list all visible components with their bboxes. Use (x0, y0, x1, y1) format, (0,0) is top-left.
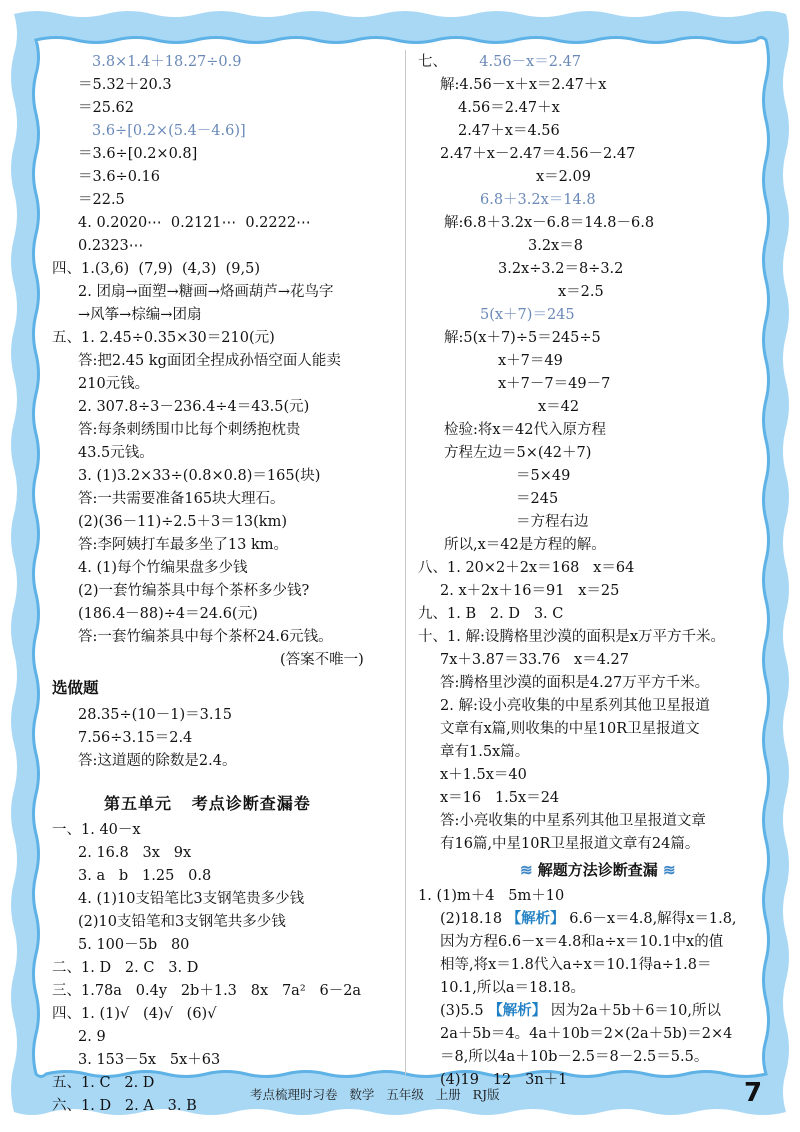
left-line: 3.6÷[0.2×(5.4－4.6)] (92, 123, 246, 139)
right-line: 7x＋3.87＝33.76 x＝4.27 (440, 652, 629, 668)
right-line: 解:5(x＋7)÷5＝245÷5 (444, 330, 601, 346)
left-line: (答案不唯一) (280, 652, 364, 668)
right-line: x＋7－7＝49－7 (498, 376, 611, 392)
left-line: 三、1.78a 0.4y 2b＋1.3 8x 7a² 6－2a (52, 983, 362, 999)
right-line: x＝2.5 (558, 284, 604, 300)
left-line: 四、1.(3,6) (7,9) (4,3) (9,5) (52, 261, 260, 277)
right-line: 方程左边＝5×(42＋7) (444, 445, 592, 461)
left-line: 3. 153－5x 5x＋63 (78, 1052, 221, 1068)
right-line: 4.56＝2.47＋x (458, 100, 560, 116)
right-line: 因为方程6.6－x＝4.8和a÷x＝10.1中x的值 (440, 934, 724, 950)
right-line: 相等,将x＝1.8代入a÷x＝10.1得a÷1.8＝ (440, 957, 712, 973)
page-number: 7 (744, 1078, 763, 1108)
analysis-tag: 【解析】 (506, 910, 565, 927)
left-line: 五、1. 2.45÷0.35×30＝210(元) (52, 330, 275, 346)
right-line: 文章有x篇,则收集的中星10R卫星报道文 (440, 721, 700, 737)
left-line: (186.4－88)÷4＝24.6(元) (78, 606, 258, 622)
left-line: 5. 100－5b 80 (78, 937, 190, 953)
left-line: 2. 16.8 3x 9x (78, 845, 192, 861)
left-line: 答:一共需要准备165块大理石。 (78, 491, 285, 507)
left-line: (2)10支铅笔和3支钢笔共多少钱 (78, 914, 286, 930)
right-line: x＝2.09 (536, 169, 591, 185)
analysis-tag: 【解析】 (488, 1002, 547, 1019)
left-line: 答:一套竹编茶具中每个茶杯24.6元钱。 (78, 629, 333, 645)
wave-icon: ≋ (657, 861, 676, 879)
right-line: 2a＋5b＝4。4a＋10b＝2×(2a＋5b)＝2×4 (440, 1026, 733, 1042)
left-line: 四、1. (1)√ (4)√ (6)√ (52, 1006, 217, 1022)
right-line: 有16篇,中星10R卫星报道文章有24篇。 (440, 836, 700, 852)
column-divider (405, 50, 406, 1075)
left-line: 7.56÷3.15＝2.4 (78, 730, 193, 746)
right-line: ≋ 解题方法诊断查漏 ≋ (520, 861, 676, 879)
left-line: 2. 团扇→面塑→糖画→烙画葫芦→花鸟字 (78, 284, 334, 300)
right-line: 解:4.56－x＋x＝2.47＋x (440, 77, 607, 93)
right-line: 所以,x＝42是方程的解。 (444, 537, 606, 553)
right-line: 2. 解:设小亮收集的中星系列其他卫星报道 (440, 698, 710, 714)
right-line: ＝245 (516, 491, 559, 507)
right-line: 十、1. 解:设腾格里沙漠的面积是x万平方千米。 (418, 629, 726, 645)
right-line: 解:6.8＋3.2x－6.8＝14.8－6.8 (444, 215, 655, 231)
page-footer: 考点梳理时习卷 数学 五年级 上册 RJ版 (250, 1087, 500, 1102)
left-line: 2. 9 (78, 1029, 106, 1045)
right-line: 2. x＋2x＋16＝91 x＝25 (440, 583, 620, 599)
section-label: 七、 (418, 54, 480, 70)
right-line: 章有1.5x篇。 (440, 744, 530, 760)
right-line: 九、1. B 2. D 3. C (418, 606, 564, 622)
right-line: ＝方程右边 (516, 514, 589, 530)
left-line: 答:李阿姨打车最多坐了13 km。 (78, 537, 288, 553)
right-line (418, 52, 581, 72)
right-line: 10.1,所以a＝18.18。 (440, 980, 586, 996)
left-line: ＝25.62 (78, 100, 135, 116)
left-line: 43.5元钱。 (78, 445, 154, 461)
right-line: 答:小亮收集的中星系列其他卫星报道文章 (440, 813, 706, 829)
right-line: 3.2x÷3.2＝8÷3.2 (498, 261, 624, 277)
left-line: ＝3.6÷[0.2×0.8] (78, 146, 198, 162)
left-line: 六、1. D 2. A 3. B (52, 1098, 197, 1114)
left-line: (2)一套竹编茶具中每个茶杯多少钱? (78, 583, 310, 599)
right-line: x＋1.5x＝40 (440, 767, 527, 783)
left-line: 4. (1)10支铅笔比3支钢笔贵多少钱 (78, 891, 305, 907)
left-line: 3. a b 1.25 0.8 (78, 868, 212, 884)
left-line: ＝5.32＋20.3 (78, 77, 172, 93)
right-line: (2)18.18 【解析】 6.6－x＝4.8,解得x＝1.8, (440, 910, 737, 927)
right-line: 3.2x＝8 (528, 238, 583, 254)
right-line: (3)5.5 【解析】 因为2a＋5b＋6＝10,所以 (440, 1002, 721, 1019)
right-line: (4)19 12 3n＋1 (440, 1072, 568, 1088)
right-line: ＝5×49 (516, 468, 571, 484)
left-line: 答:每条刺绣围巾比每个刺绣抱枕贵 (78, 422, 301, 438)
left-line: 五、1. C 2. D (52, 1075, 155, 1091)
left-line: 28.35÷(10－1)＝3.15 (78, 707, 232, 723)
left-line: 4. (1)每个竹编果盘多少钱 (78, 560, 248, 576)
question-text: 4.56－x＝2.47 (479, 54, 582, 70)
left-line: 答:把2.45 kg面团全捏成孙悟空面人能卖 (78, 353, 341, 369)
left-line: 210元钱。 (78, 376, 150, 392)
left-line: (2)(36－11)÷2.5＋3＝13(km) (78, 514, 287, 530)
right-line: 答:腾格里沙漠的面积是4.27万平方千米。 (440, 675, 710, 691)
left-line: 3.8×1.4＋18.27÷0.9 (92, 54, 242, 70)
left-line: 2. 307.8÷3－236.4÷4＝43.5(元) (78, 399, 310, 415)
right-line: 5(x＋7)＝245 (480, 307, 575, 323)
right-line: x＝16 1.5x＝24 (440, 790, 560, 806)
right-line: x＝42 (538, 399, 580, 415)
right-line: 八、1. 20×2＋2x＝168 x＝64 (418, 560, 635, 576)
wave-icon: ≋ (520, 861, 538, 879)
left-line: 一、1. 40－x (52, 822, 141, 838)
left-line: ＝22.5 (78, 192, 125, 208)
left-line: 3. (1)3.2×33÷(0.8×0.8)＝165(块) (78, 468, 321, 484)
right-line: 检验:将x＝42代入原方程 (444, 422, 607, 438)
right-line: 2.47＋x－2.47＝4.56－2.47 (440, 146, 636, 162)
right-line: 1. (1)m＋4 5m＋10 (418, 888, 565, 904)
left-line: 选做题 (52, 678, 99, 697)
left-line: 第五单元 考点诊断查漏卷 (104, 794, 311, 813)
right-line: 2.47＋x＝4.56 (458, 123, 560, 139)
left-line: 4. 0.2020⋯ 0.2121⋯ 0.2222⋯ (78, 215, 311, 231)
left-line: ＝3.6÷0.16 (78, 169, 160, 185)
left-line: 二、1. D 2. C 3. D (52, 960, 199, 976)
left-line: 答:这道题的除数是2.4。 (78, 753, 237, 769)
right-line: ＝8,所以4a＋10b－2.5＝8－2.5＝5.5。 (440, 1049, 709, 1065)
left-line: 0.2323⋯ (78, 238, 144, 254)
left-line: →风筝→棕编→团扇 (78, 307, 202, 323)
right-line: 6.8＋3.2x＝14.8 (480, 192, 596, 208)
right-line: x＋7＝49 (498, 353, 563, 369)
